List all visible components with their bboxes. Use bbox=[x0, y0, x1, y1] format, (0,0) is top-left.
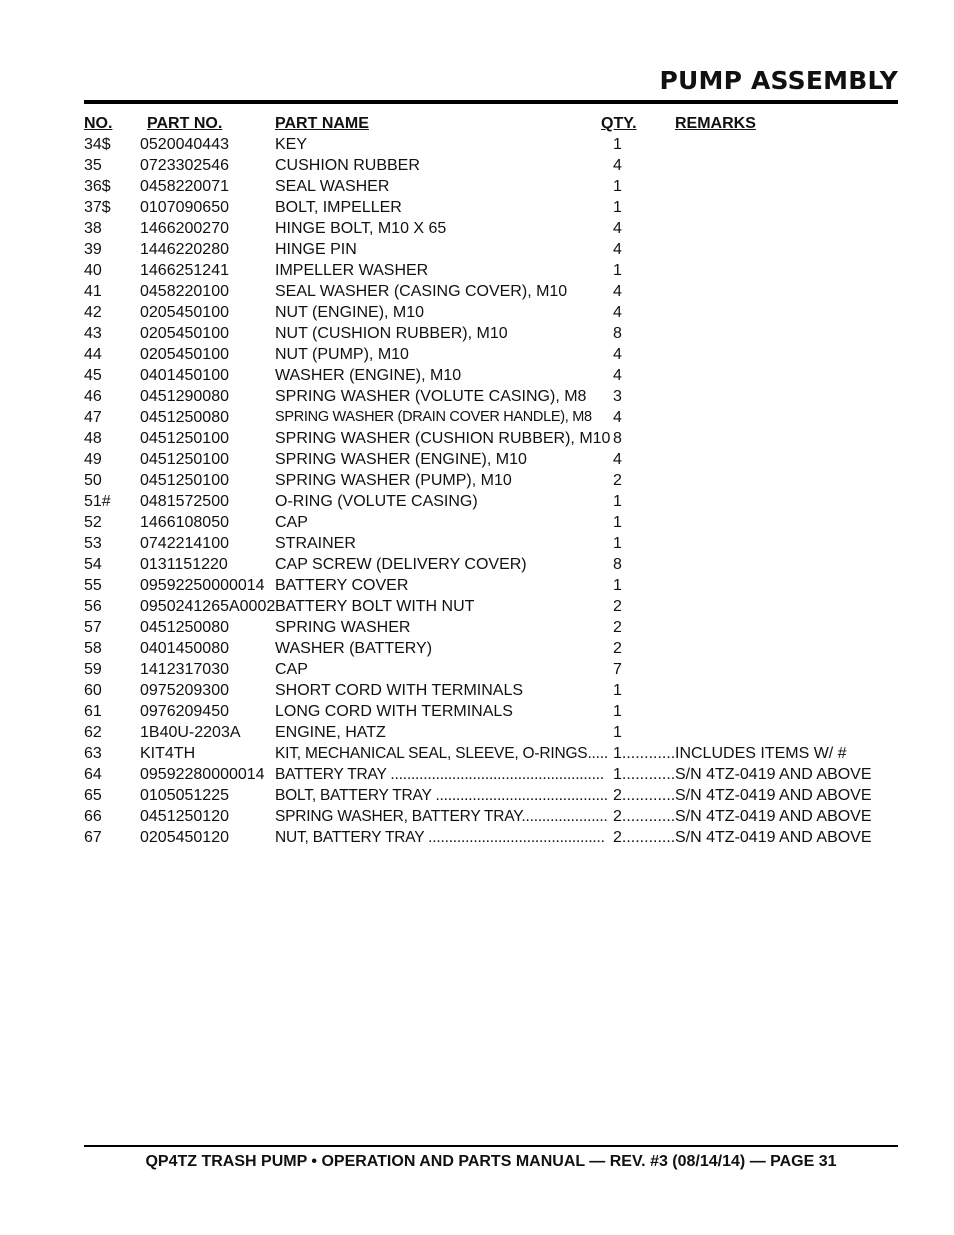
part-qty: 4 bbox=[613, 346, 622, 363]
part-number-index: 47 bbox=[84, 409, 102, 426]
table-row bbox=[84, 323, 898, 344]
table-row bbox=[84, 785, 898, 806]
header-remarks: REMARKS bbox=[675, 115, 756, 132]
part-number-index: 41 bbox=[84, 283, 102, 300]
part-name: BATTERY TRAY .................................................... bbox=[275, 766, 604, 783]
table-row bbox=[84, 239, 898, 260]
table-row bbox=[84, 743, 898, 764]
page-title: PUMP ASSEMBLY bbox=[659, 66, 898, 95]
part-number: 0205450120 bbox=[140, 829, 229, 846]
part-name: SPRING WASHER (ENGINE), M10 bbox=[275, 451, 527, 468]
part-remarks: S/N 4TZ-0419 AND ABOVE bbox=[675, 766, 872, 783]
table-row bbox=[84, 512, 898, 533]
table-row bbox=[84, 428, 898, 449]
part-qty: 1 bbox=[613, 493, 622, 510]
part-name: SEAL WASHER bbox=[275, 178, 390, 195]
part-qty: 4 bbox=[613, 409, 622, 426]
part-number-index: 48 bbox=[84, 430, 102, 447]
table-row bbox=[84, 302, 898, 323]
table-row bbox=[84, 596, 898, 617]
part-number-index: 40 bbox=[84, 262, 102, 279]
part-number: 0205450100 bbox=[140, 346, 229, 363]
part-name: SEAL WASHER (CASING COVER), M10 bbox=[275, 283, 568, 300]
part-number-index: 37$ bbox=[84, 199, 111, 216]
table-row bbox=[84, 386, 898, 407]
part-qty: 8 bbox=[613, 556, 622, 573]
part-number: 0976209450 bbox=[140, 703, 229, 720]
part-remarks: S/N 4TZ-0419 AND ABOVE bbox=[675, 787, 872, 804]
part-number-index: 66 bbox=[84, 808, 102, 825]
part-number: 0451290080 bbox=[140, 388, 229, 405]
part-name: ENGINE, HATZ bbox=[275, 724, 386, 741]
part-number-index: 55 bbox=[84, 577, 102, 594]
part-number-index: 59 bbox=[84, 661, 102, 678]
table-row bbox=[84, 575, 898, 596]
part-qty: 1 bbox=[613, 577, 622, 594]
part-number: 0451250100 bbox=[140, 451, 229, 468]
part-name: WASHER (BATTERY) bbox=[275, 640, 433, 657]
part-name: NUT, BATTERY TRAY ........................................... bbox=[275, 829, 605, 846]
part-name: KEY bbox=[275, 136, 308, 153]
part-name: NUT (ENGINE), M10 bbox=[275, 304, 425, 321]
part-qty: 1............ bbox=[613, 745, 676, 762]
table-row bbox=[84, 659, 898, 680]
part-number-index: 44 bbox=[84, 346, 102, 363]
table-row bbox=[84, 701, 898, 722]
header-part-no: PART NO. bbox=[147, 115, 223, 132]
part-number-index: 56 bbox=[84, 598, 102, 615]
part-qty: 1 bbox=[613, 136, 622, 153]
part-number-index: 49 bbox=[84, 451, 102, 468]
part-number: 0205450100 bbox=[140, 325, 229, 342]
part-number: 0131151220 bbox=[140, 556, 228, 573]
table-row bbox=[84, 806, 898, 827]
part-remarks: S/N 4TZ-0419 AND ABOVE bbox=[675, 808, 872, 825]
part-qty: 1 bbox=[613, 514, 622, 531]
part-qty: 2............ bbox=[613, 787, 676, 804]
part-number-index: 63 bbox=[84, 745, 102, 762]
part-number-index: 65 bbox=[84, 787, 102, 804]
part-name: LONG CORD WITH TERMINALS bbox=[275, 703, 513, 720]
part-qty: 8 bbox=[613, 430, 622, 447]
part-qty: 8 bbox=[613, 325, 622, 342]
part-number: 1466200270 bbox=[140, 220, 229, 237]
part-number: 0458220100 bbox=[140, 283, 229, 300]
part-qty: 1 bbox=[613, 682, 622, 699]
part-name: CAP bbox=[275, 661, 308, 678]
part-number: 0950241265A0002 bbox=[140, 598, 276, 615]
part-name: BOLT, IMPELLER bbox=[275, 199, 402, 216]
part-number: 0451250080 bbox=[140, 619, 229, 636]
table-row bbox=[84, 407, 898, 428]
part-number-index: 39 bbox=[84, 241, 102, 258]
table-row bbox=[84, 533, 898, 554]
part-qty: 1 bbox=[613, 703, 622, 720]
parts-table bbox=[84, 113, 898, 848]
table-row bbox=[84, 176, 898, 197]
part-qty: 2 bbox=[613, 598, 622, 615]
part-number: 0520040443 bbox=[140, 136, 229, 153]
part-number: 0107090650 bbox=[140, 199, 229, 216]
part-name: HINGE BOLT, M10 X 65 bbox=[275, 220, 447, 237]
part-qty: 2 bbox=[613, 472, 622, 489]
part-number: 0451250100 bbox=[140, 430, 229, 447]
part-name: KIT, MECHANICAL SEAL, SLEEVE, O-RINGS..... bbox=[275, 745, 608, 762]
table-row bbox=[84, 197, 898, 218]
part-number: 0105051225 bbox=[140, 787, 229, 804]
part-qty: 1............ bbox=[613, 766, 676, 783]
part-number-index: 36$ bbox=[84, 178, 111, 195]
part-number: 1466251241 bbox=[140, 262, 229, 279]
part-number: 1466108050 bbox=[140, 514, 229, 531]
part-number-index: 51# bbox=[84, 493, 111, 510]
table-row bbox=[84, 680, 898, 701]
table-row bbox=[84, 134, 898, 155]
part-number-index: 64 bbox=[84, 766, 102, 783]
part-qty: 4 bbox=[613, 157, 622, 174]
part-name: BOLT, BATTERY TRAY .......................................... bbox=[275, 787, 608, 804]
table-row bbox=[84, 764, 898, 785]
part-number: 0401450100 bbox=[140, 367, 229, 384]
part-qty: 2 bbox=[613, 640, 622, 657]
part-number-index: 38 bbox=[84, 220, 102, 237]
part-number: 1B40U-2203A bbox=[140, 724, 241, 741]
part-number: 09592280000014 bbox=[140, 766, 265, 783]
part-number-index: 52 bbox=[84, 514, 102, 531]
part-number: 0451250100 bbox=[140, 472, 229, 489]
part-name: NUT (CUSHION RUBBER), M10 bbox=[275, 325, 508, 342]
header-qty: QTY. bbox=[601, 115, 637, 132]
part-number-index: 54 bbox=[84, 556, 102, 573]
part-number: 1412317030 bbox=[140, 661, 229, 678]
header-part-name: PART NAME bbox=[275, 115, 369, 132]
part-number: 0458220071 bbox=[140, 178, 229, 195]
part-qty: 4 bbox=[613, 220, 622, 237]
table-row bbox=[84, 827, 898, 848]
part-name: SHORT CORD WITH TERMINALS bbox=[275, 682, 524, 699]
part-qty: 1 bbox=[613, 262, 622, 279]
part-name: CAP bbox=[275, 514, 308, 531]
table-row bbox=[84, 449, 898, 470]
part-number-index: 46 bbox=[84, 388, 102, 405]
part-number: 09592250000014 bbox=[140, 577, 265, 594]
part-number-index: 50 bbox=[84, 472, 102, 489]
part-qty: 1 bbox=[613, 724, 622, 741]
table-row bbox=[84, 722, 898, 743]
part-name: IMPELLER WASHER bbox=[275, 262, 429, 279]
part-number: 0723302546 bbox=[140, 157, 229, 174]
part-qty: 4 bbox=[613, 367, 622, 384]
part-number: 0451250120 bbox=[140, 808, 229, 825]
part-name: SPRING WASHER, BATTERY TRAY..................... bbox=[275, 808, 608, 825]
part-number-index: 34$ bbox=[84, 136, 111, 153]
table-header-row bbox=[84, 113, 898, 134]
part-name: STRAINER bbox=[275, 535, 356, 552]
part-qty: 4 bbox=[613, 241, 622, 258]
part-qty: 1 bbox=[613, 199, 622, 216]
part-name: SPRING WASHER (VOLUTE CASING), M8 bbox=[275, 388, 587, 405]
table-body bbox=[84, 134, 898, 848]
part-qty: 1 bbox=[613, 535, 622, 552]
part-number: 1446220280 bbox=[140, 241, 229, 258]
part-number-index: 45 bbox=[84, 367, 102, 384]
part-number: 0205450100 bbox=[140, 304, 229, 321]
part-name: SPRING WASHER (PUMP), M10 bbox=[275, 472, 512, 489]
part-number-index: 43 bbox=[84, 325, 102, 342]
part-number: KIT4TH bbox=[140, 745, 196, 762]
header-no: NO. bbox=[84, 115, 113, 132]
part-number: 0975209300 bbox=[140, 682, 229, 699]
part-name: NUT (PUMP), M10 bbox=[275, 346, 409, 363]
table-row bbox=[84, 491, 898, 512]
part-number: 0742214100 bbox=[140, 535, 229, 552]
part-qty: 1 bbox=[613, 178, 622, 195]
part-number: 0481572500 bbox=[140, 493, 229, 510]
part-name: SPRING WASHER bbox=[275, 619, 411, 636]
table-row bbox=[84, 365, 898, 386]
part-name: CUSHION RUBBER bbox=[275, 157, 420, 174]
part-name: O-RING (VOLUTE CASING) bbox=[275, 493, 478, 510]
part-number-index: 67 bbox=[84, 829, 102, 846]
table-row bbox=[84, 470, 898, 491]
part-number-index: 60 bbox=[84, 682, 102, 699]
page-footer: QP4TZ TRASH PUMP • OPERATION AND PARTS MANUAL — REV. #3 (08/14/14) — PAGE 31 bbox=[145, 1153, 837, 1170]
table-row bbox=[84, 218, 898, 239]
part-remarks: INCLUDES ITEMS W/ # bbox=[675, 745, 847, 762]
part-qty: 2............ bbox=[613, 808, 676, 825]
part-number-index: 35 bbox=[84, 157, 102, 174]
table-row bbox=[84, 281, 898, 302]
table-row bbox=[84, 617, 898, 638]
part-name: BATTERY COVER bbox=[275, 577, 409, 594]
table-row bbox=[84, 155, 898, 176]
part-name: HINGE PIN bbox=[275, 241, 357, 258]
part-remarks: S/N 4TZ-0419 AND ABOVE bbox=[675, 829, 872, 846]
part-name: SPRING WASHER (CUSHION RUBBER), M10 bbox=[275, 430, 611, 447]
part-number: 0451250080 bbox=[140, 409, 229, 426]
part-qty: 3 bbox=[613, 388, 622, 405]
part-name: WASHER (ENGINE), M10 bbox=[275, 367, 462, 384]
part-qty: 4 bbox=[613, 283, 622, 300]
footer-rule bbox=[84, 1145, 898, 1147]
table-row bbox=[84, 344, 898, 365]
part-qty: 7 bbox=[613, 661, 622, 678]
header-rule bbox=[84, 100, 898, 104]
part-name: BATTERY BOLT WITH NUT bbox=[275, 598, 475, 615]
part-number-index: 57 bbox=[84, 619, 102, 636]
table-row bbox=[84, 554, 898, 575]
part-number: 0401450080 bbox=[140, 640, 229, 657]
part-number-index: 61 bbox=[84, 703, 102, 720]
part-name: SPRING WASHER (DRAIN COVER HANDLE), M8 bbox=[275, 409, 592, 425]
part-number-index: 58 bbox=[84, 640, 102, 657]
part-qty: 4 bbox=[613, 304, 622, 321]
part-number-index: 53 bbox=[84, 535, 102, 552]
part-qty: 2 bbox=[613, 619, 622, 636]
table-row bbox=[84, 638, 898, 659]
part-name: CAP SCREW (DELIVERY COVER) bbox=[275, 556, 527, 573]
table-row bbox=[84, 260, 898, 281]
part-number-index: 62 bbox=[84, 724, 102, 741]
part-qty: 4 bbox=[613, 451, 622, 468]
part-number-index: 42 bbox=[84, 304, 102, 321]
part-qty: 2............ bbox=[613, 829, 676, 846]
